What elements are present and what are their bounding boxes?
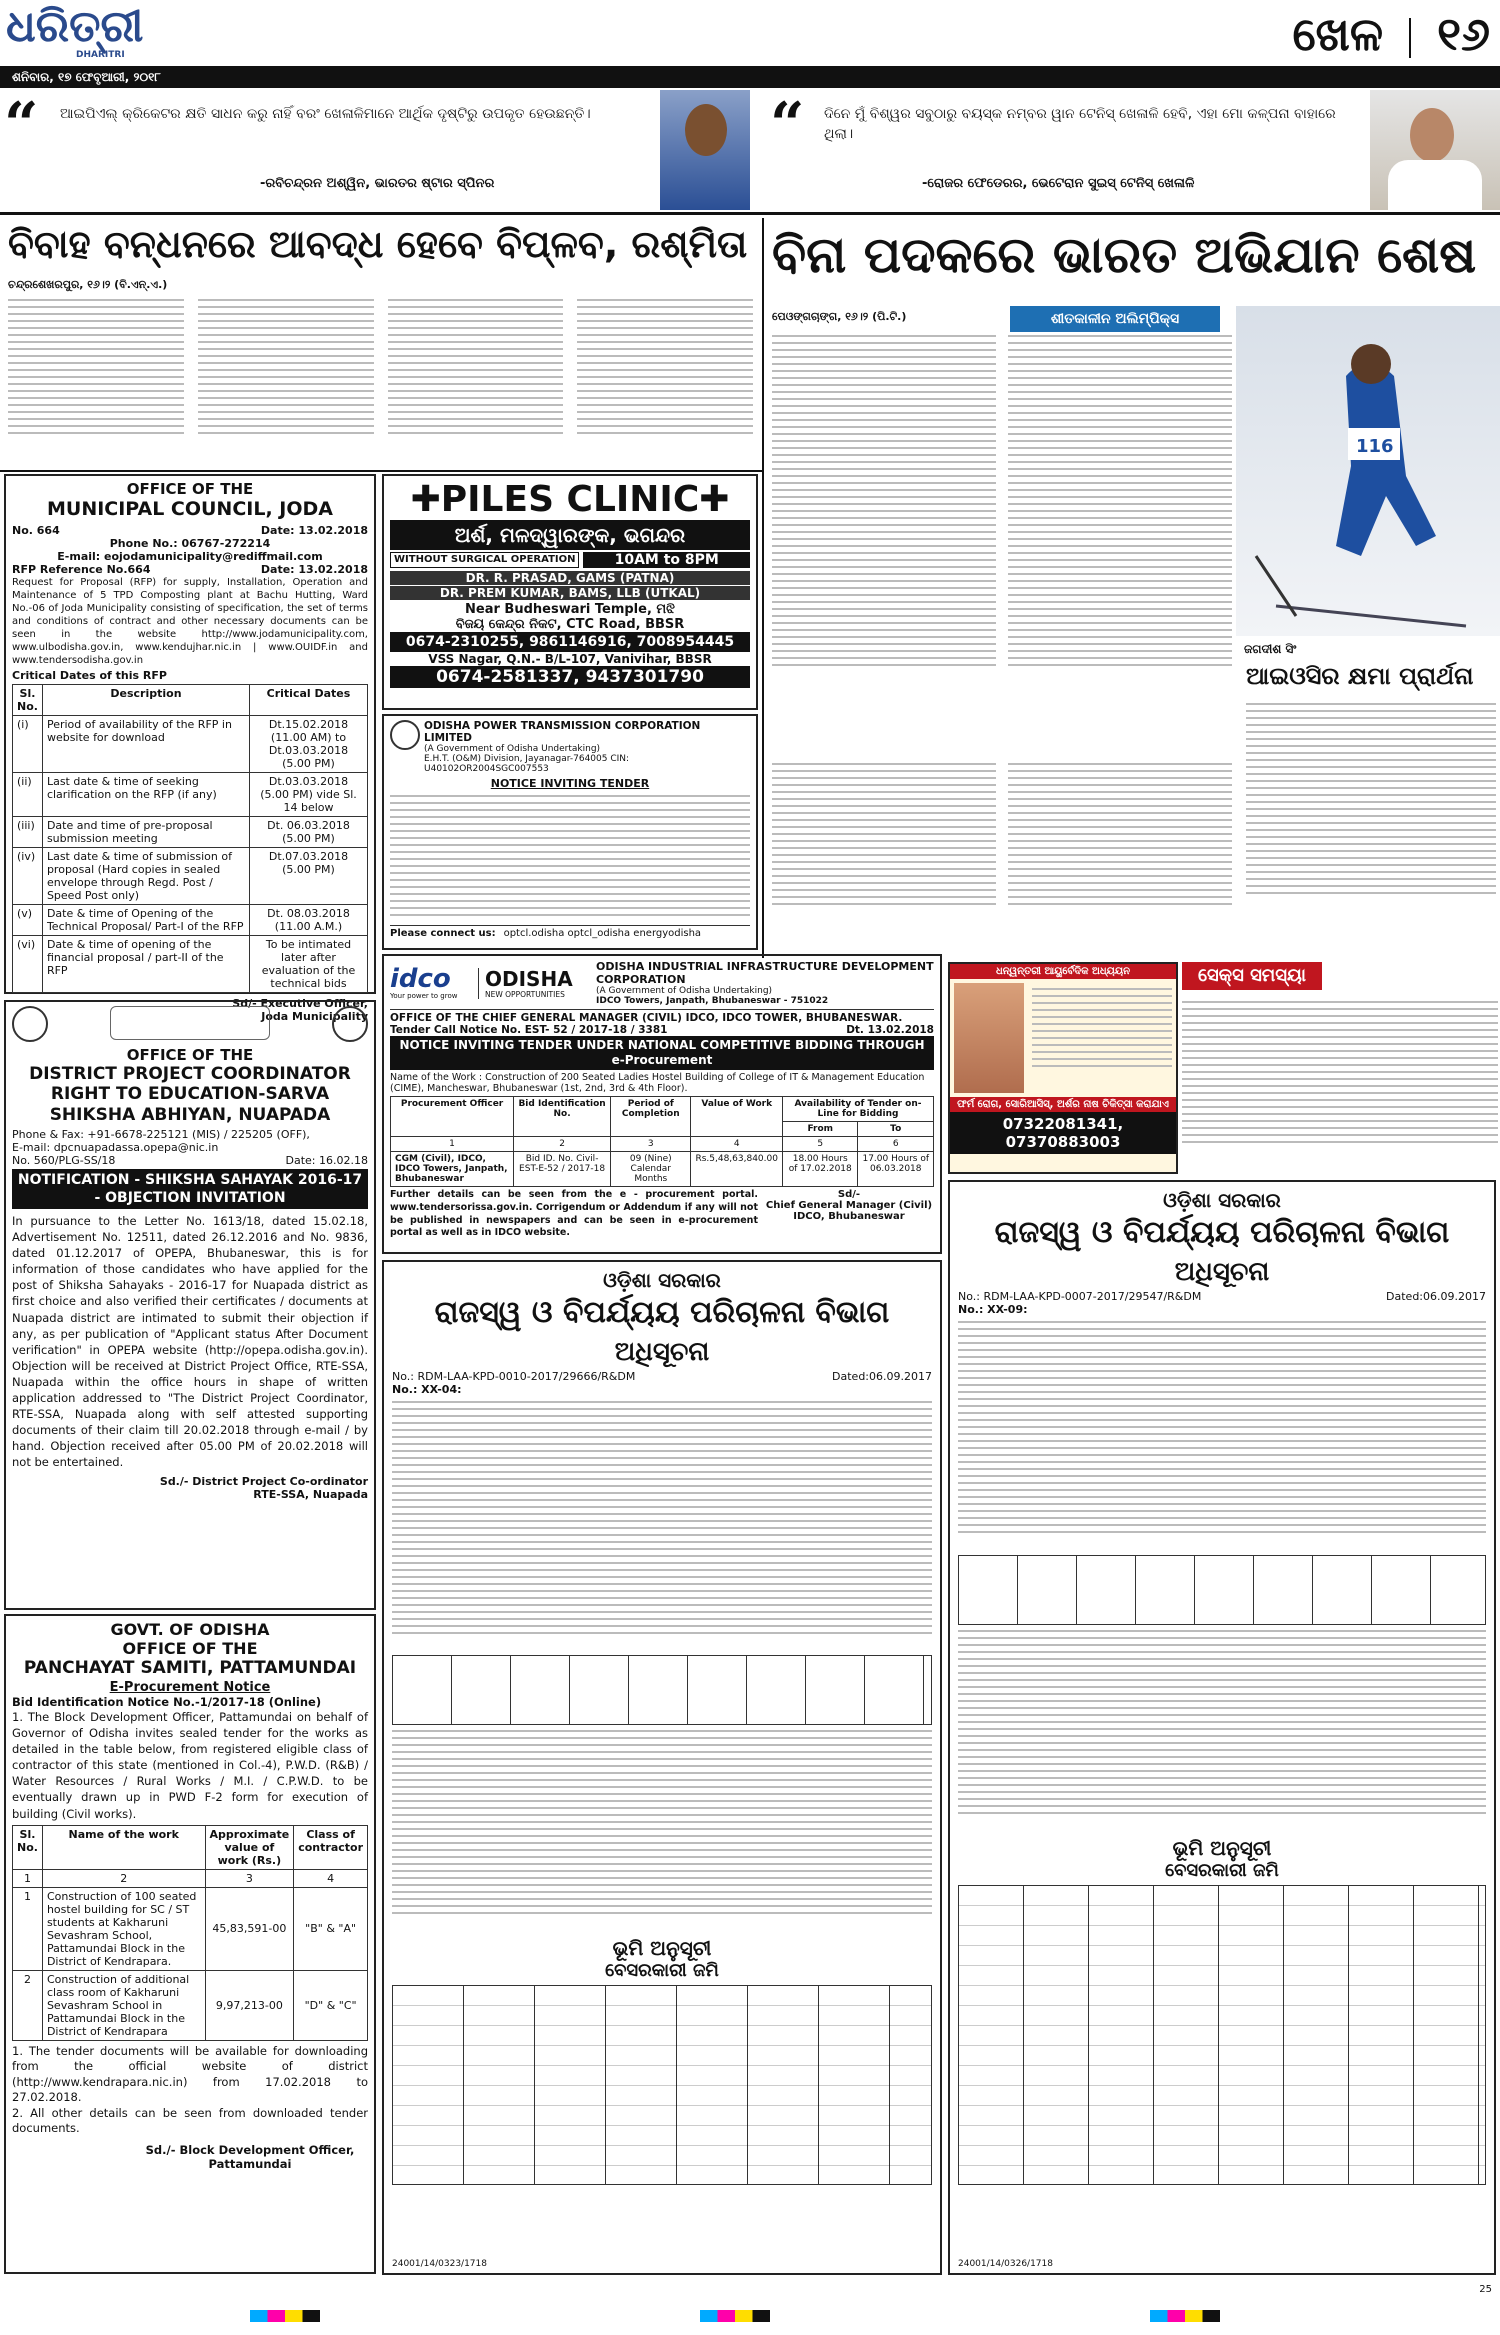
ad-idco — [382, 954, 942, 1254]
table-row — [13, 936, 368, 993]
cell: (iii) — [13, 817, 43, 848]
col-header: Approximate value of work (Rs.) — [205, 1825, 294, 1869]
cell: "D" & "C" — [294, 1970, 368, 2040]
odisha-sub: NEW OPPORTUNITIES — [485, 989, 565, 999]
land-type: ବେସରକାରୀ ଜମି — [605, 1960, 719, 1981]
photo-caption: ଜଗଦୀଶ ସିଂ — [1244, 642, 1297, 656]
quote-right — [752, 90, 1500, 210]
ad-phone: 07322081341, 07370883003 — [950, 1112, 1176, 1154]
cell: 09 (Nine) Calendar Months — [611, 1152, 691, 1187]
notice-body — [958, 1321, 1486, 1551]
cell: Date & time of Opening of the Technical Proposal/ Part-I of the RFP — [42, 905, 249, 936]
dateline: ଶନିବାର, ୧୭ ଫେବୃଆରୀ, ୨୦୧୮ — [12, 70, 161, 84]
table-row — [13, 773, 368, 817]
cell: Date and time of pre-proposal submission meeting — [42, 817, 249, 848]
ad-email: E-mail: dpcnuapadassa.opepa@nic.in — [12, 1141, 219, 1154]
quote-left — [0, 90, 750, 210]
ad-title: OFFICE OF THE — [122, 1639, 258, 1658]
idco-logo — [390, 966, 470, 1000]
ad-body: In pursuance to the Letter No. 1613/18, dated 15.02.18, Advertisement No. 12511, dated 26.12.2016 and No. 9836, dated 01.12.2017 of OPEPA, Bhubaneswar, this is for information of those candidates who have applied for the post of Shiksha Sahayaks - 2016-17 for Nuapada district as first choice and also verified their certificates / documents at Nuapada district are intimated to submit their objection if any, as per publication of "Applicant status After Document verification" in OPEPA website (http://opepa.odisha.gov.in). Objection will be received at District Project Office, RTE-SSA, Nuapada within the office hours in shape of written application addressed to "The District Project Coordinator, RTE-SSA, Nuapada along with self attested supporting documents of their claim till 20.02.2018 through e-mail / by hand. Objection received after 05.00 PM of 20.02.2018 will not be entertained. — [12, 1214, 368, 1470]
cell: 6 — [858, 1137, 934, 1152]
clinic-address: ବିଜୟ କେନ୍ଦ୍ର ନିକଟ, CTC Road, BBSR — [455, 617, 685, 632]
signature: Sd./- Block Development Officer, — [145, 2142, 355, 2157]
clinic-address: VSS Nagar, Q.N.- B/L-107, Vanivihar, BBSR — [428, 652, 712, 666]
registration-marks — [700, 2310, 770, 2322]
works-table — [12, 1825, 368, 2041]
cell: 1 — [13, 1869, 43, 1887]
signature: Pattamundai — [208, 2156, 292, 2171]
ad-revenue-notice-2 — [948, 1180, 1496, 2275]
cell: 17.00 Hours of 06.03.2018 — [858, 1152, 934, 1187]
ad-photo — [954, 983, 1024, 1093]
ad-number: No. 664 — [12, 524, 60, 537]
note: 1. The tender documents will be available for downloading from the official website of district (http://www.kendrapara.nic.in) from 17.02.2018 to 27.02.2018. — [12, 2043, 368, 2105]
ad-top: ଧନ୍ୱନ୍ତରୀ ଆୟୁର୍ବେଦିକ ଅଧ୍ୟୟନ — [950, 964, 1176, 979]
signature: Sd./- District Project Co-ordinator — [159, 1474, 368, 1488]
ad-number: No. 560/PLG-SS/18 — [12, 1154, 116, 1167]
notification-banner: NOTIFICATION - SHIKSHA SAHAYAK 2016-17 - OBJECTION INVITATION — [12, 1169, 368, 1209]
land-table-placeholder — [958, 1885, 1486, 2185]
notice-no: No.: RDM-LAA-KPD-0007-2017/29547/R&DM — [958, 1290, 1202, 1303]
rfp-date: Date: 13.02.2018 — [260, 563, 368, 576]
masthead — [0, 0, 1500, 88]
table-row — [391, 1152, 934, 1187]
clinic-name: PILES CLINIC — [440, 479, 700, 520]
land-table-placeholder — [392, 1985, 932, 2185]
cell: 2 — [42, 1869, 205, 1887]
ad-phone: Phone & Fax: +91-6678-225121 (MIS) / 225205 (OFF), — [12, 1128, 310, 1141]
story-body — [1246, 698, 1496, 948]
logo-subtitle: DHARITRI — [76, 50, 125, 60]
sub-headline: ଆଇଓସିର କ୍ଷମା ପ୍ରାର୍ଥନା — [1246, 662, 1474, 690]
idco-further: Further details can be seen from the e - procurement portal. www.tendersorissa.gov.in. Corrigendum or Addendum if any will not be published in newspapers and can be seen in e-procurement portal as well as in IDCO website. — [390, 1189, 758, 1239]
col-header: Sl. No. — [13, 1825, 43, 1869]
headline: ବିନା ପଦକରେ ଭାରତ ଅଭିଯାନ ଶେଷ — [772, 226, 1477, 284]
govt: ଓଡ଼ିଶା ସରକାର — [1163, 1188, 1281, 1212]
optcl-addr: E.H.T. (O&M) Division, Jayanagar-764005 CIN: U40102OR2004SGC007553 — [424, 754, 630, 774]
rfp-ref: RFP Reference No.664 — [12, 563, 151, 576]
critical-dates-heading: Critical Dates of this RFP — [12, 669, 167, 682]
divider — [0, 212, 1500, 215]
story-wedding — [0, 218, 760, 468]
signature: IDCO, Bhubaneswar — [793, 1211, 905, 1222]
section-label: ଶୀତକାଳୀନ ଅଲିମ୍ପିକ୍ସ — [1010, 306, 1220, 332]
ad-optcl — [382, 714, 758, 950]
cell: 45,83,591-00 — [205, 1887, 294, 1970]
divider — [762, 218, 764, 958]
cell: 3 — [611, 1137, 691, 1152]
ad-body: 1. The Block Development Officer, Pattamundai on behalf of Governor of Odisha invites sealed tender for the works as detailed in the table below, from registered eligible class of contractor of this state (mentioned in Col.-4), P.W.D. (R&B) / Water Resources / Rural Works / M.I. / C.P.W.D. to be eventually drawn up in PWD F-2 form for execution of building (Civil works). — [12, 1710, 368, 1821]
notice-date: Dated:06.09.2017 — [832, 1370, 932, 1383]
bid-notice: Bid Identification Notice No.-1/2017-18 (Online) — [12, 1695, 322, 1709]
bib-number: 116 — [1356, 436, 1394, 457]
skier-photo — [1236, 306, 1500, 636]
ad-municipal-joda — [4, 474, 376, 1023]
notice-no: No.: RDM-LAA-KPD-0010-2017/29666/R&DM — [392, 1370, 636, 1383]
story-body — [772, 758, 1232, 948]
story-dateline: ପେଓଙ୍ଗଚାଙ୍ଗ, ୧୬।୨ (ପି.ଟି.) — [772, 310, 907, 323]
ad-title: GOVT. OF ODISHA — [110, 1620, 270, 1639]
cell: 4 — [691, 1137, 783, 1152]
idco-org-addr: IDCO Towers, Janpath, Bhubaneswar - 751022 — [596, 996, 829, 1006]
cell: (iv) — [13, 848, 43, 905]
player-photo — [660, 90, 750, 210]
idco-nit: NOTICE INVITING TENDER UNDER NATIONAL COMPETITIVE BIDDING THROUGH e-Procurement — [390, 1036, 934, 1070]
ad-sex-title: ସେକ୍ସ ସମସ୍ୟା — [1182, 962, 1322, 990]
col-header: Procurement Officer — [391, 1097, 514, 1137]
cell: 1 — [13, 1887, 43, 1970]
cell: Bid ID. No. Civil- EST-E-52 / 2017-18 — [514, 1152, 611, 1187]
story-body — [8, 294, 753, 464]
notice-body — [392, 1401, 932, 1651]
cell: Rs.5,48,63,840.00 — [691, 1152, 783, 1187]
cell: Last date & time of submission of proposal (Hard copies in sealed envelope through Regd. Post / Speed Post only) — [42, 848, 249, 905]
cell: Construction of 100 seated hostel building for SC / ST students at Kakharuni Sevashram School, Pattamundai Block in the District of Kendrapara. — [42, 1887, 205, 1970]
dateline-bar — [0, 66, 1500, 88]
odisha-logo — [478, 968, 588, 999]
quote-mark-icon: “ — [770, 90, 805, 160]
col-header: To — [858, 1122, 934, 1137]
clinic-title: ✚PILES CLINIC✚ — [410, 479, 730, 520]
schedule-table-placeholder — [392, 1655, 932, 1725]
ad-code: 24001/14/0326/1718 — [958, 2259, 1053, 2269]
land-type: ବେସରକାରୀ ଜମି — [1165, 1860, 1279, 1881]
col-header: Class of contractor — [294, 1825, 368, 1869]
section-name: ଖେଳ — [1292, 7, 1384, 61]
cell: Dt. 08.03.2018 (11.00 A.M.) — [250, 905, 368, 936]
cell: 3 — [205, 1869, 294, 1887]
quote-text: ଆଇପିଏଲ୍ କ୍ରିକେଟର କ୍ଷତି ସାଧନ କରୁ ନାହିଁ ବରଂ ଖେଳାଳିମାନେ ଆର୍ଥିକ ଦୃଷ୍ଟିରୁ ଉପକୃତ ହେଉଛନ୍ତି। — [60, 106, 591, 122]
land-schedule: ଭୂମି ଅନୁସୂଚୀ — [612, 1936, 712, 1960]
ad-title: PANCHAYAT SAMITI, PATTAMUNDAI — [23, 1658, 357, 1678]
newspaper-logo — [6, 2, 186, 62]
folio: 25 — [1479, 2284, 1492, 2295]
quote-text: ଦିନେ ମୁଁ ବିଶ୍ୱର ସବୁଠାରୁ ବୟସ୍କ ନମ୍ବର ୱାନ ଟେନିସ୍ ଖେଳାଳି ହେବି, ଏହା ମୋ କଳ୍ପନା ବାହାରେ ଥିଲା। — [824, 106, 1336, 142]
ad-body: Request for Proposal (RFP) for supply, Installation, Operation and Maintenance of 5 TPD Composting plant at Bachu Hutting, Ward No.-06 of Joda Municipality consisting of specification, the set of terms and conditions of contract and other necessary documents can be seen in the website http://www.jodamunicipality.com, www.ulbodisha.gov.in, www.kendujhar.nic.in | www.OUIDF.in and www.tendersodisha.gov.in — [12, 577, 368, 666]
note: 2. All other details can be seen from downloaded tender documents. — [12, 2105, 368, 2136]
idco-date: Dt. 13.02.2018 — [846, 1024, 934, 1036]
ad-date: Date: 13.02.2018 — [260, 524, 368, 537]
cell: CGM (Civil), IDCO, IDCO Towers, Janpath, Bhubaneswar — [391, 1152, 514, 1187]
player-photo — [1370, 90, 1500, 210]
optcl-notice: NOTICE INVITING TENDER — [490, 777, 650, 790]
dept: ରାଜସ୍ୱ ଓ ବିପର୍ଯ୍ୟୟ ପରିଚାଳନା ବିଭାଗ — [434, 1295, 890, 1330]
optcl-sub: (A Government of Odisha Undertaking) — [424, 744, 601, 754]
cell: (v) — [13, 905, 43, 936]
critical-dates-table — [12, 684, 368, 993]
notif: ଅଧିସୂଚନା — [1174, 1257, 1270, 1287]
ad-title: OFFICE OF THE — [126, 1046, 254, 1064]
schedule-table-placeholder — [958, 1555, 1486, 1625]
clinic-phone: 0674-2310255, 9861146916, 7008954445 — [390, 632, 750, 652]
table-row — [13, 817, 368, 848]
ssa-logo — [110, 1006, 270, 1040]
idco-org: ODISHA INDUSTRIAL INFRASTRUCTURE DEVELOPMENT CORPORATION — [596, 960, 934, 986]
cell: 2 — [13, 1970, 43, 2040]
dept: ରାଜସ୍ୱ ଓ ବିପର୍ଯ୍ୟୟ ପରିଚାଳନା ବିଭାଗ — [994, 1215, 1450, 1250]
cell: (i) — [13, 716, 43, 773]
idco-table — [390, 1096, 934, 1187]
idco-logo-text: idco — [390, 964, 451, 994]
land-schedule: ଭୂମି ଅନୁସୂଚୀ — [1172, 1836, 1272, 1860]
col-header: From — [782, 1122, 857, 1137]
cell: 9,97,213-00 — [205, 1970, 294, 2040]
section-title — [1230, 4, 1490, 64]
footer — [0, 2280, 1500, 2335]
cell: Dt.15.02.2018 (11.00 AM) to Dt.03.03.2018 (5.00 PM) — [250, 716, 368, 773]
table-row — [13, 1887, 368, 1970]
table-row — [13, 716, 368, 773]
clinic-phone: 0674-2581337, 9437301790 — [390, 666, 750, 688]
col-header: Value of Work — [691, 1097, 783, 1137]
ad-ssa-nuapada — [4, 1000, 376, 1610]
ad-code: 24001/14/0323/1718 — [392, 2259, 487, 2269]
signature: Chief General Manager (Civil) — [765, 1200, 933, 1211]
clinic-time: 10AM to 8PM — [583, 552, 750, 568]
headline: ବିବାହ ବନ୍ଧନରେ ଆବଦ୍ଧ ହେବେ ବିପ୍ଳବ, ରଶ୍ମିତା — [8, 222, 748, 266]
ad-phone: Phone No.: 06767-272214 — [109, 537, 271, 550]
ad-revenue-notice-1 — [382, 1260, 942, 2275]
ad-panchayat-samiti — [4, 1614, 376, 2274]
cell: 18.00 Hours of 17.02.2018 — [782, 1152, 857, 1187]
doctor: DR. R. PRASAD, GAMS (PATNA) — [390, 571, 750, 585]
cell: Last date & time of seeking clarification on the RFP (if any) — [42, 773, 249, 817]
notice-body — [392, 1730, 932, 1930]
page-num-text: ୧୬ — [1437, 7, 1490, 61]
ad-title: DISTRICT PROJECT COORDINATOR — [29, 1064, 351, 1084]
ad-date: Date: 16.02.18 — [285, 1154, 368, 1167]
optcl-title: ODISHA POWER TRANSMISSION CORPORATION LIMITED — [424, 720, 701, 744]
optcl-contact: Please connect us: — [390, 928, 496, 939]
ad-title: MUNICIPAL COUNCIL, JODA — [46, 498, 333, 520]
col-header: Bid Identification No. — [514, 1097, 611, 1137]
cell: Period of availability of the RFP in website for download — [42, 716, 249, 773]
cell: Date & time of opening of the financial proposal / part-II of the RFP — [42, 936, 249, 993]
clinic-odia: ଅର୍ଶ, ମଳଦ୍ୱାରଙ୍କ, ଭଗନ୍ଦର — [390, 520, 750, 550]
cell: Construction of additional class room of Kakharuni Sevashram School in Pattamundai Block in the District of Kendrapara — [42, 1970, 205, 2040]
notice-date: Dated:06.09.2017 — [1386, 1290, 1486, 1303]
odisha-text: ODISHA — [485, 966, 573, 991]
signature: Joda Municipality — [261, 1010, 368, 1023]
ad-piles-clinic — [382, 474, 758, 710]
ad-title: RIGHT TO EDUCATION-SARVA SHIKSHA ABHIYAN, NUAPADA — [49, 1084, 331, 1125]
divider — [0, 470, 762, 472]
registration-marks — [1150, 2310, 1220, 2322]
cell: (vi) — [13, 936, 43, 993]
cell: Dt. 06.03.2018 (5.00 PM) — [250, 817, 368, 848]
optcl-handles: optcl.odisha optcl_odisha energyodisha — [503, 928, 702, 939]
col-header: Name of the work — [42, 1825, 205, 1869]
quote-mark-icon: “ — [4, 90, 39, 160]
signature: Sd/- — [837, 1189, 861, 1200]
story-dateline: ଚନ୍ଦ୍ରଶେଖରପୁର, ୧୬।୨ (ବି.ଏନ୍.ଏ.) — [8, 278, 168, 291]
notice-xx: No.: XX-04: — [392, 1383, 462, 1396]
col-header: Period of Completion — [611, 1097, 691, 1137]
ad-sex-clinic — [948, 962, 1178, 1174]
col-header: Sl. No. — [13, 685, 43, 716]
cell: "B" & "A" — [294, 1887, 368, 1970]
table-row — [13, 905, 368, 936]
cell: 5 — [782, 1137, 857, 1152]
idco-org-sub: (A Government of Odisha Undertaking) — [596, 986, 773, 996]
story-olympics — [766, 218, 1500, 958]
idco-tagline: Your power to grow — [390, 992, 458, 1000]
emblem-icon — [332, 1006, 368, 1042]
story-body — [772, 330, 1232, 750]
table-row — [13, 848, 368, 905]
page-number — [1409, 18, 1411, 58]
signature: Sd/- Executive Officer, — [232, 997, 368, 1010]
col-header: Critical Dates — [250, 685, 368, 716]
logo-text: ଧରିତ୍ରୀ — [6, 1, 144, 52]
col-header: Description — [42, 685, 249, 716]
col-header: Availability of Tender on-Line for Bidding — [782, 1097, 933, 1122]
optcl-body — [390, 795, 750, 925]
cell: Dt.03.03.2018 (5.00 PM) vide Sl. 14 below — [250, 773, 368, 817]
ad-notice: E-Procurement Notice — [109, 1680, 271, 1695]
notice-xx: No.: XX-09: — [958, 1303, 1028, 1316]
quote-attribution: -ରୋଜର ଫେଡେରର, ଭେଟେରାନ ସୁଇସ୍ ଟେନିସ୍ ଖେଳାଳି — [922, 176, 1195, 191]
ad-title: OFFICE OF THE — [126, 480, 254, 498]
cell: 4 — [294, 1869, 368, 1887]
cell: 2 — [514, 1137, 611, 1152]
ad-email: E-mail: eojodamunicipality@rediffmail.com — [57, 550, 323, 563]
optcl-logo-icon — [390, 720, 420, 750]
story-body — [1182, 996, 1498, 1176]
emblem-icon — [12, 1006, 48, 1042]
registration-marks — [250, 2310, 320, 2322]
skier-illustration — [1236, 306, 1500, 636]
govt: ଓଡ଼ିଶା ସରକାର — [603, 1268, 721, 1292]
idco-work: Name of the Work : Construction of 200 Seated Ladies Hostel Building of College of IT & Management Education (CIME), Mancheswar, Bhubaneswar (1st, 2nd, 3rd & 4th Floor). — [390, 1072, 925, 1094]
idco-office: OFFICE OF THE CHIEF GENERAL MANAGER (CIVIL) IDCO, IDCO TOWER, BHUBANESWAR. — [390, 1009, 934, 1024]
signature: RTE-SSA, Nuapada — [253, 1487, 368, 1501]
clinic-address: Near Budheswari Temple, ମଝି — [465, 602, 675, 617]
quote-attribution: -ରବିଚନ୍ଦ୍ରନ ଅଶ୍ୱିନ, ଭାରତର ଷ୍ଟାର ସ୍ପିନର — [260, 176, 495, 191]
cell: To be intimated later after evaluation of the technical bids — [250, 936, 368, 993]
doctor: DR. PREM KUMAR, BAMS, LLB (UTKAL) — [390, 586, 750, 600]
ad-mid: ଫର୍ମ ରୋଗ, ସୋରିଆସିସ୍, ଅର୍ଶର ନାଷ ଚିକିତ୍ସା କରାଯାଏ — [950, 1097, 1176, 1112]
cell: Dt.07.03.2018 (5.00 PM) — [250, 848, 368, 905]
table-row — [13, 1970, 368, 2040]
notif: ଅଧିସୂଚନା — [614, 1337, 710, 1367]
clinic-without: WITHOUT SURGICAL OPERATION — [390, 552, 579, 568]
idco-tcn: Tender Call Notice No. EST- 52 / 2017-18 / 3381 — [390, 1024, 668, 1036]
notice-body — [958, 1630, 1486, 1830]
cell: (ii) — [13, 773, 43, 817]
cell: 1 — [391, 1137, 514, 1152]
